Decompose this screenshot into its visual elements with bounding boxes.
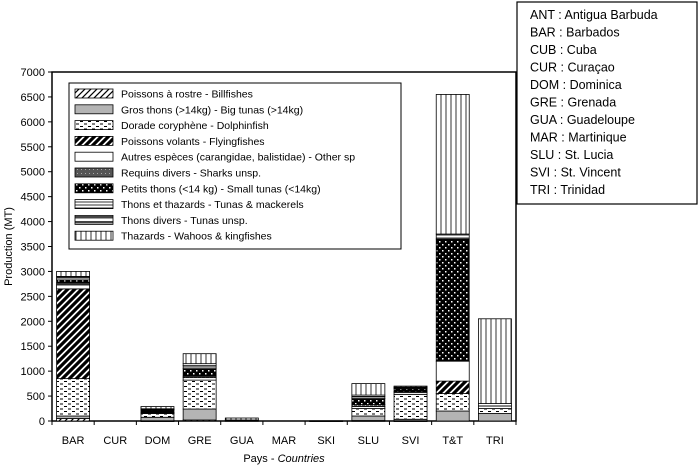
bar-segment (352, 384, 385, 395)
bar-segment (57, 280, 90, 283)
bar-stack-slu (352, 384, 385, 422)
y-tick-label: 4000 (20, 216, 45, 229)
legend-label: Poissons à rostre - Billfishes (121, 88, 253, 101)
legend-label: Gros thons (>14kg) - Big tunas (>14kg) (121, 104, 304, 117)
legend-swatch (75, 121, 113, 130)
abbreviation-entry: SLU : St. Lucia (530, 148, 614, 162)
legend-swatch (75, 184, 113, 193)
y-axis-title: Production (MT) (3, 207, 15, 286)
x-axis-title (243, 453, 325, 465)
bar-segment (183, 354, 216, 364)
bar-segment (394, 386, 427, 387)
bar-stack-tri (478, 319, 511, 421)
legend-swatch (75, 168, 113, 177)
x-tick-label: SLU (357, 435, 380, 447)
bar-segment (57, 379, 90, 416)
y-tick-label: 3000 (20, 266, 45, 279)
y-tick-label: 5000 (20, 166, 45, 179)
bar-segment (141, 407, 174, 409)
y-tick-label: 0 (38, 416, 45, 428)
y-tick-label: 3500 (20, 241, 45, 254)
bar-segment (352, 416, 385, 420)
x-tick-label: MAR (271, 435, 297, 447)
bar-segment (436, 361, 469, 381)
legend-label: Thons et thazards - Tunas & mackerels (121, 199, 304, 212)
bar-segment (436, 394, 469, 411)
abbreviation-entry: SVI : St. Vincent (530, 165, 621, 180)
bar-stack-dom (141, 407, 174, 422)
bar-segment (352, 409, 385, 416)
bar-segment (225, 418, 258, 420)
x-tick-label: CUR (103, 435, 128, 447)
x-tick-label: T&T (442, 435, 464, 447)
bar-segment (183, 380, 216, 409)
bar-segment (436, 239, 469, 361)
y-tick-label: 500 (26, 391, 45, 404)
y-tick-label: 2500 (20, 291, 45, 304)
abbreviation-entry: GRE : Grenada (530, 95, 617, 110)
bar-segment (352, 399, 385, 405)
legend-swatch (75, 105, 113, 114)
y-tick-label: 2000 (20, 316, 45, 329)
x-tick-label: GUA (229, 435, 254, 447)
bar-segment (436, 234, 469, 239)
legend-label: Petits thons (<14 kg) - Small tunas (<14kg) (121, 183, 321, 196)
abbreviation-entry: BAR : Barbados (530, 25, 620, 40)
x-tick-label: DOM (144, 435, 171, 447)
legend-label: Requins divers - Sharks unsp. (121, 167, 262, 180)
y-tick-label: 5500 (20, 141, 45, 154)
bar-stack-gua (225, 418, 258, 421)
bar-segment (183, 409, 216, 420)
x-tick-label: GRE (187, 435, 212, 447)
bar-segment (478, 319, 511, 404)
abbreviation-entry: TRI : Trinidad (530, 183, 606, 197)
bar-stack-gre (183, 354, 216, 421)
bar-segment (57, 285, 90, 289)
y-tick-label: 7000 (20, 67, 45, 79)
legend-label: Thons divers - Tunas unsp. (121, 214, 248, 227)
legend-label: Thazards - Wahoos & kingfishes (121, 230, 272, 243)
bar-segment (394, 394, 427, 419)
y-tick-label: 6000 (20, 116, 45, 129)
bar-stack-bar (57, 271, 90, 421)
x-axis-title-main: Pays - (243, 453, 278, 465)
abbreviation-entry: ANT : Antigua Barbuda (530, 8, 658, 22)
abbreviation-entry: GUA : Guadeloupe (530, 113, 635, 127)
bar-segment (183, 369, 216, 376)
abbreviation-entry: MAR : Martinique (530, 130, 627, 145)
legend-label: Poissons volants - Flyingfishes (121, 135, 265, 148)
bar-segment (436, 381, 469, 393)
y-tick-label: 4500 (20, 191, 45, 204)
legend-swatch (75, 215, 113, 224)
bar-stack-ski (310, 421, 343, 422)
bar-segment (57, 289, 90, 379)
y-tick-label: 1500 (20, 341, 45, 354)
bar-segment (436, 94, 469, 234)
x-tick-label: TRI (486, 435, 504, 447)
legend-swatch (75, 231, 113, 240)
bar-segment (183, 366, 216, 369)
bar-segment (141, 417, 174, 420)
bar-stack-svi (394, 386, 427, 421)
x-axis-title-italic: Countries (277, 453, 325, 465)
legend-label: Autres espèces (carangidae, balistidae) - Other sp (121, 151, 356, 164)
bar-segment (478, 409, 511, 414)
legend-swatch (75, 89, 113, 98)
bar-segment (394, 389, 427, 392)
bar-segment (310, 421, 343, 422)
abbreviation-entry: CUB : Cuba (530, 43, 597, 57)
legend-swatch (75, 200, 113, 209)
bar-segment (478, 414, 511, 421)
abbreviation-entry: DOM : Dominica (530, 78, 622, 92)
abbreviation-entry: CUR : Curaçao (530, 60, 615, 75)
legend-swatch (75, 152, 113, 161)
y-tick-label: 1000 (20, 366, 45, 379)
x-tick-label: BAR (61, 435, 85, 447)
bar-segment (57, 271, 90, 276)
bar-stack-tt (436, 94, 469, 421)
legend-swatch (75, 136, 113, 145)
x-tick-label: SVI (401, 435, 420, 447)
legend-label: Dorade coryphène - Dolphinfish (121, 120, 269, 133)
x-tick-label: SKI (317, 435, 336, 447)
y-tick-label: 6500 (20, 91, 45, 104)
bar-segment (436, 411, 469, 421)
